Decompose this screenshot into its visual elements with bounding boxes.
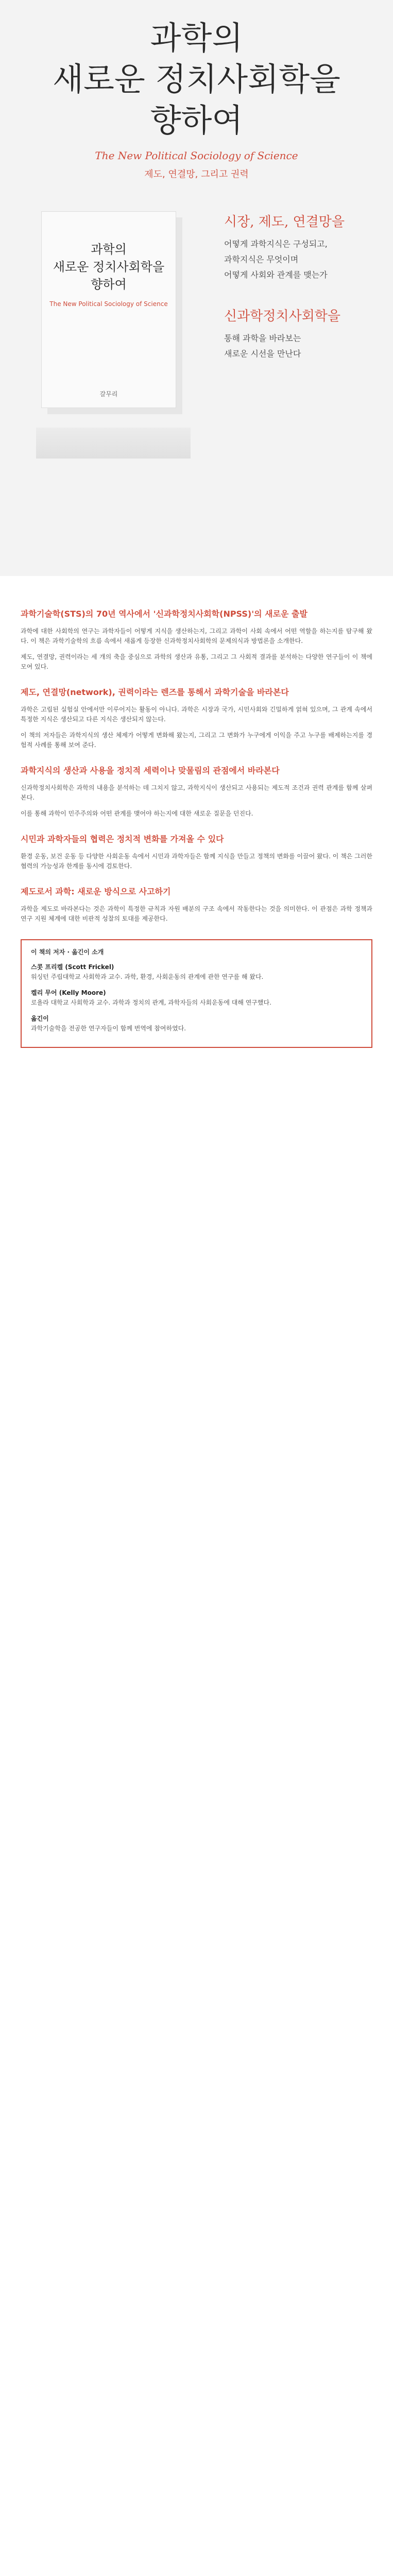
cover-subtitle: The New Political Sociology of Science — [49, 300, 168, 308]
section-heading: 과학기술학(STS)의 70년 역사에서 '신과학정치사회학(NPSS)'의 새로운 출발 — [21, 609, 307, 619]
book-cover — [41, 211, 176, 408]
author-name: 켈리 무어 (Kelly Moore) — [31, 989, 106, 996]
paragraph: 제도, 연결망, 권력이라는 세 개의 축을 중심으로 과학의 생산과 유통, 그리고 그 사회적 결과를 분석하는 다양한 연구들이 이 책에 모여 있다. — [21, 653, 372, 670]
author-entry — [31, 1014, 362, 1033]
hero-title-line: 새로운 정치사회학을 — [53, 60, 340, 98]
article-content — [0, 576, 393, 1048]
paragraph: 환경 운동, 보건 운동 등 다양한 사회운동 속에서 시민과 과학자들은 함께 지식을 만들고 정책의 변화를 이끌어 왔다. 이 책은 그러한 협력의 가능성과 한계를 동시에 검토한다. — [21, 853, 372, 870]
cover-title: 과학의 새로운 정치사회학을 향하여 — [53, 242, 165, 292]
section-heading: 과학지식의 생산과 사용을 정치적 세력이나 맞물림의 관점에서 바라본다 — [21, 766, 280, 775]
paragraph: 이를 통해 과학이 민주주의와 어떤 관계를 맺어야 하는지에 대한 새로운 질문을 던진다. — [21, 810, 253, 817]
book-image — [21, 211, 203, 479]
cover-publisher: 갈무리 — [99, 391, 118, 398]
author-box — [21, 939, 372, 1048]
section-heading: 제도, 연결망(network), 권력이라는 렌즈를 통해서 과학기술을 바라본다 — [21, 687, 289, 697]
hero-title-line: 향하여 — [150, 101, 243, 139]
author-desc: 워싱턴 주립대학교 사회학과 교수. 과학, 환경, 사회운동의 관계에 관한 연구를 해 왔다. — [31, 973, 264, 980]
author-entry — [31, 962, 362, 982]
tagline-body: 어떻게 과학지식은 구성되고, 과학지식은 무엇이며 어떻게 사회와 관계를 맺는가 — [224, 239, 328, 280]
author-entry — [31, 988, 362, 1008]
book-stand — [36, 428, 191, 459]
tagline-body: 통해 과학을 바라보는 새로운 시선을 만난다 — [224, 333, 301, 359]
hero-banner — [0, 0, 393, 576]
section-heading: 시민과 과학자들의 협력은 정치적 변화를 가져올 수 있다 — [21, 834, 224, 844]
tagline-heading: 신과학정치사회학을 — [224, 309, 341, 324]
hero-body — [0, 180, 393, 479]
hero-tag: 제도, 연결망, 그리고 권력 — [144, 169, 249, 180]
author-desc: 과학기술학을 전공한 연구자들이 함께 번역에 참여하였다. — [31, 1025, 186, 1032]
hero-taglines — [203, 211, 372, 479]
author-desc: 로욜라 대학교 사회학과 교수. 과학과 정치의 관계, 과학자들의 사회운동에 대해 연구했다. — [31, 999, 271, 1006]
paragraph: 과학은 고립된 실험실 안에서만 이루어지는 활동이 아니다. 과학은 시장과 국가, 시민사회와 긴밀하게 얽혀 있으며, 그 관계 속에서 특정한 지식은 생산되고 다른 지식은 생산되지 않는다. — [21, 706, 372, 723]
author-name: 스콧 프리켈 (Scott Frickel) — [31, 963, 114, 971]
paragraph: 과학을 제도로 바라본다는 것은 과학이 특정한 규칙과 자원 배분의 구조 속에서 작동한다는 것을 의미한다. 이 관점은 과학 정책과 연구 지원 체계에 대한 비판적 성찰의 토대를 제공한다. — [21, 905, 372, 922]
paragraph: 과학에 대한 사회학의 연구는 과학자들이 어떻게 지식을 생산하는지, 그리고 과학이 사회 속에서 어떤 역할을 하는지를 탐구해 왔다. 이 책은 과학기술학의 흐름 속에서 새롭게 등장한 신과학정치사회학의 문제의식과 방법론을 소개한다. — [21, 628, 372, 645]
section-heading: 제도로서 과학: 새로운 방식으로 사고하기 — [21, 887, 171, 896]
paragraph: 신과학정치사회학은 과학의 내용을 분석하는 데 그치지 않고, 과학지식이 생산되고 사용되는 제도적 조건과 권력 관계를 함께 살펴본다. — [21, 784, 372, 801]
hero-title-line: 과학의 — [150, 19, 243, 57]
tagline-heading: 시장, 제도, 연결망을 — [224, 214, 345, 230]
hero-title — [0, 0, 393, 141]
hero-subtitle: The New Political Sociology of Science — [95, 149, 298, 162]
author-name: 옮긴이 — [31, 1015, 49, 1022]
paragraph: 이 책의 저자들은 과학지식의 생산 체제가 어떻게 변화해 왔는지, 그리고 그 변화가 누구에게 이익을 주고 누구를 배제하는지를 경험적 사례를 통해 보여 준다. — [21, 732, 372, 749]
author-box-title: 이 책의 저자 · 옮긴이 소개 — [31, 948, 104, 956]
